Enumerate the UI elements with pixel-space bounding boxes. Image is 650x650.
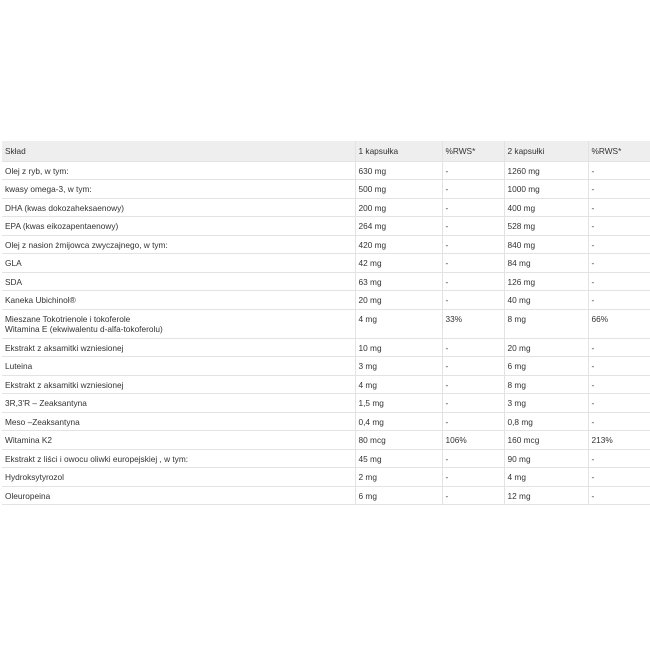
table-row bbox=[2, 272, 650, 291]
rws-one-value: - bbox=[442, 338, 504, 357]
table-row bbox=[2, 394, 650, 413]
ingredient-cell bbox=[2, 412, 355, 431]
rws-one-value: - bbox=[442, 375, 504, 394]
one-capsule-value: 80 mcg bbox=[355, 431, 442, 450]
one-capsule-value: 6 mg bbox=[355, 486, 442, 505]
one-capsule-value: 1,5 mg bbox=[355, 394, 442, 413]
two-capsules-value: 528 mg bbox=[504, 217, 588, 236]
one-capsule-value: 264 mg bbox=[355, 217, 442, 236]
rws-two-value: - bbox=[588, 449, 650, 468]
rws-one-value: - bbox=[442, 254, 504, 273]
rws-one-value: 33% bbox=[442, 309, 504, 338]
ingredient-label: Ekstrakt z liści i owocu oliwki europejskiej , w tym: bbox=[5, 453, 189, 464]
one-capsule-value: 4 mg bbox=[355, 375, 442, 394]
one-capsule-value: 0,4 mg bbox=[355, 412, 442, 431]
one-capsule-value: 42 mg bbox=[355, 254, 442, 273]
table-row bbox=[2, 357, 650, 376]
ingredient-cell bbox=[2, 357, 355, 376]
header-rws-two: %RWS* bbox=[588, 141, 650, 161]
two-capsules-value: 6 mg bbox=[504, 357, 588, 376]
table-row bbox=[2, 180, 650, 199]
ingredient-label: Oleuropeina bbox=[5, 490, 51, 501]
rws-one-value: - bbox=[442, 180, 504, 199]
two-capsules-value: 3 mg bbox=[504, 394, 588, 413]
table-row bbox=[2, 254, 650, 273]
rws-two-value: - bbox=[588, 468, 650, 487]
ingredient-label: 3R,3'R – Zeaksantyna bbox=[5, 398, 87, 408]
header-two-capsules: 2 kapsułki bbox=[504, 141, 588, 161]
rws-one-value: - bbox=[442, 291, 504, 310]
table-row bbox=[2, 217, 650, 236]
rws-two-value: - bbox=[588, 375, 650, 394]
ingredient-cell bbox=[2, 161, 355, 180]
ingredient-cell bbox=[2, 254, 355, 273]
ingredient-label: GLA bbox=[5, 258, 22, 268]
table-row bbox=[2, 198, 650, 217]
one-capsule-value: 420 mg bbox=[355, 235, 442, 254]
rws-one-value: - bbox=[442, 449, 504, 468]
two-capsules-value: 40 mg bbox=[504, 291, 588, 310]
two-capsules-value: 8 mg bbox=[504, 309, 588, 338]
rws-one-value: - bbox=[442, 468, 504, 487]
ingredient-label: EPA (kwas eikozapentaenowy) bbox=[5, 221, 119, 231]
header-one-capsule: 1 kapsułka bbox=[355, 141, 442, 161]
rws-one-value: - bbox=[442, 412, 504, 431]
two-capsules-value: 1260 mg bbox=[504, 161, 588, 180]
table-row bbox=[2, 486, 650, 505]
ingredient-cell bbox=[2, 272, 355, 291]
rws-two-value: - bbox=[588, 235, 650, 254]
ingredient-label: Hydroksytyrozol bbox=[5, 472, 65, 482]
table-row bbox=[2, 431, 650, 450]
rws-two-value: - bbox=[588, 161, 650, 180]
ingredient-label: Witamina E (ekwiwalentu d-alfa-tokoferolu) bbox=[5, 324, 163, 334]
one-capsule-value: 63 mg bbox=[355, 272, 442, 291]
two-capsules-value: 12 mg bbox=[504, 486, 588, 505]
one-capsule-value: 20 mg bbox=[355, 291, 442, 310]
two-capsules-value: 0,8 mg bbox=[504, 412, 588, 431]
two-capsules-value: 1000 mg bbox=[504, 180, 588, 199]
rws-two-value: 213% bbox=[588, 431, 650, 450]
ingredient-label: Ekstrakt z aksamitki wzniesionej bbox=[5, 379, 124, 390]
two-capsules-value: 400 mg bbox=[504, 198, 588, 217]
one-capsule-value: 630 mg bbox=[355, 161, 442, 180]
composition-table-container bbox=[2, 141, 650, 505]
ingredient-label: Luteina bbox=[5, 361, 33, 371]
header-ingredient: Skład bbox=[2, 141, 355, 161]
two-capsules-value: 8 mg bbox=[504, 375, 588, 394]
rws-one-value: - bbox=[442, 161, 504, 180]
rws-one-value: - bbox=[442, 198, 504, 217]
table-row bbox=[2, 449, 650, 468]
ingredient-cell bbox=[2, 394, 355, 413]
table-row bbox=[2, 412, 650, 431]
header-rws-one: %RWS* bbox=[442, 141, 504, 161]
ingredient-cell bbox=[2, 291, 355, 310]
ingredient-label: Meso –Zeaksantyna bbox=[5, 416, 80, 427]
ingredient-cell bbox=[2, 375, 355, 394]
rws-one-value: - bbox=[442, 272, 504, 291]
table-row bbox=[2, 375, 650, 394]
two-capsules-value: 160 mcg bbox=[504, 431, 588, 450]
ingredient-cell bbox=[2, 431, 355, 450]
rws-one-value: - bbox=[442, 486, 504, 505]
ingredient-cell bbox=[2, 486, 355, 505]
ingredient-label: Ekstrakt z aksamitki wzniesionej bbox=[5, 342, 124, 353]
table-row bbox=[2, 291, 650, 310]
two-capsules-value: 4 mg bbox=[504, 468, 588, 487]
ingredient-label: Witamina K2 bbox=[5, 435, 53, 445]
ingredient-cell bbox=[2, 309, 355, 338]
ingredient-cell bbox=[2, 235, 355, 254]
ingredient-label: Mieszane Tokotrienole i tokoferole bbox=[5, 313, 131, 324]
two-capsules-value: 90 mg bbox=[504, 449, 588, 468]
rws-one-value: - bbox=[442, 357, 504, 376]
table-row bbox=[2, 235, 650, 254]
table-row bbox=[2, 338, 650, 357]
one-capsule-value: 10 mg bbox=[355, 338, 442, 357]
ingredient-cell bbox=[2, 198, 355, 217]
composition-table bbox=[2, 141, 650, 505]
ingredient-cell bbox=[2, 217, 355, 236]
table-row bbox=[2, 161, 650, 180]
rws-one-value: - bbox=[442, 235, 504, 254]
rws-two-value: - bbox=[588, 338, 650, 357]
rws-one-value: - bbox=[442, 217, 504, 236]
rws-two-value: - bbox=[588, 217, 650, 236]
rws-two-value: - bbox=[588, 180, 650, 199]
rws-two-value: 66% bbox=[588, 309, 650, 338]
one-capsule-value: 45 mg bbox=[355, 449, 442, 468]
one-capsule-value: 4 mg bbox=[355, 309, 442, 338]
table-header-row bbox=[2, 141, 650, 161]
two-capsules-value: 840 mg bbox=[504, 235, 588, 254]
rws-two-value: - bbox=[588, 394, 650, 413]
rws-two-value: - bbox=[588, 357, 650, 376]
table-row bbox=[2, 468, 650, 487]
ingredient-label: SDA bbox=[5, 276, 23, 287]
ingredient-cell bbox=[2, 449, 355, 468]
one-capsule-value: 3 mg bbox=[355, 357, 442, 376]
table-body bbox=[2, 161, 650, 505]
rws-two-value: - bbox=[588, 412, 650, 431]
rws-two-value: - bbox=[588, 486, 650, 505]
ingredient-cell bbox=[2, 338, 355, 357]
one-capsule-value: 200 mg bbox=[355, 198, 442, 217]
rws-one-value: - bbox=[442, 394, 504, 413]
two-capsules-value: 126 mg bbox=[504, 272, 588, 291]
two-capsules-value: 84 mg bbox=[504, 254, 588, 273]
ingredient-label: DHA (kwas dokozaheksaenowy) bbox=[5, 202, 124, 213]
ingredient-label: Olej z ryb, w tym: bbox=[5, 165, 69, 176]
ingredient-label: kwasy omega-3, w tym: bbox=[5, 184, 92, 194]
ingredient-cell bbox=[2, 468, 355, 487]
rws-two-value: - bbox=[588, 198, 650, 217]
rws-one-value: 106% bbox=[442, 431, 504, 450]
two-capsules-value: 20 mg bbox=[504, 338, 588, 357]
ingredient-label: Olej z nasion żmijowca zwyczajnego, w tym: bbox=[5, 239, 168, 250]
rws-two-value: - bbox=[588, 272, 650, 291]
ingredient-label: Kaneka Ubichinol® bbox=[5, 295, 76, 305]
one-capsule-value: 500 mg bbox=[355, 180, 442, 199]
table-row bbox=[2, 309, 650, 338]
rws-two-value: - bbox=[588, 254, 650, 273]
one-capsule-value: 2 mg bbox=[355, 468, 442, 487]
ingredient-cell bbox=[2, 180, 355, 199]
rws-two-value: - bbox=[588, 291, 650, 310]
